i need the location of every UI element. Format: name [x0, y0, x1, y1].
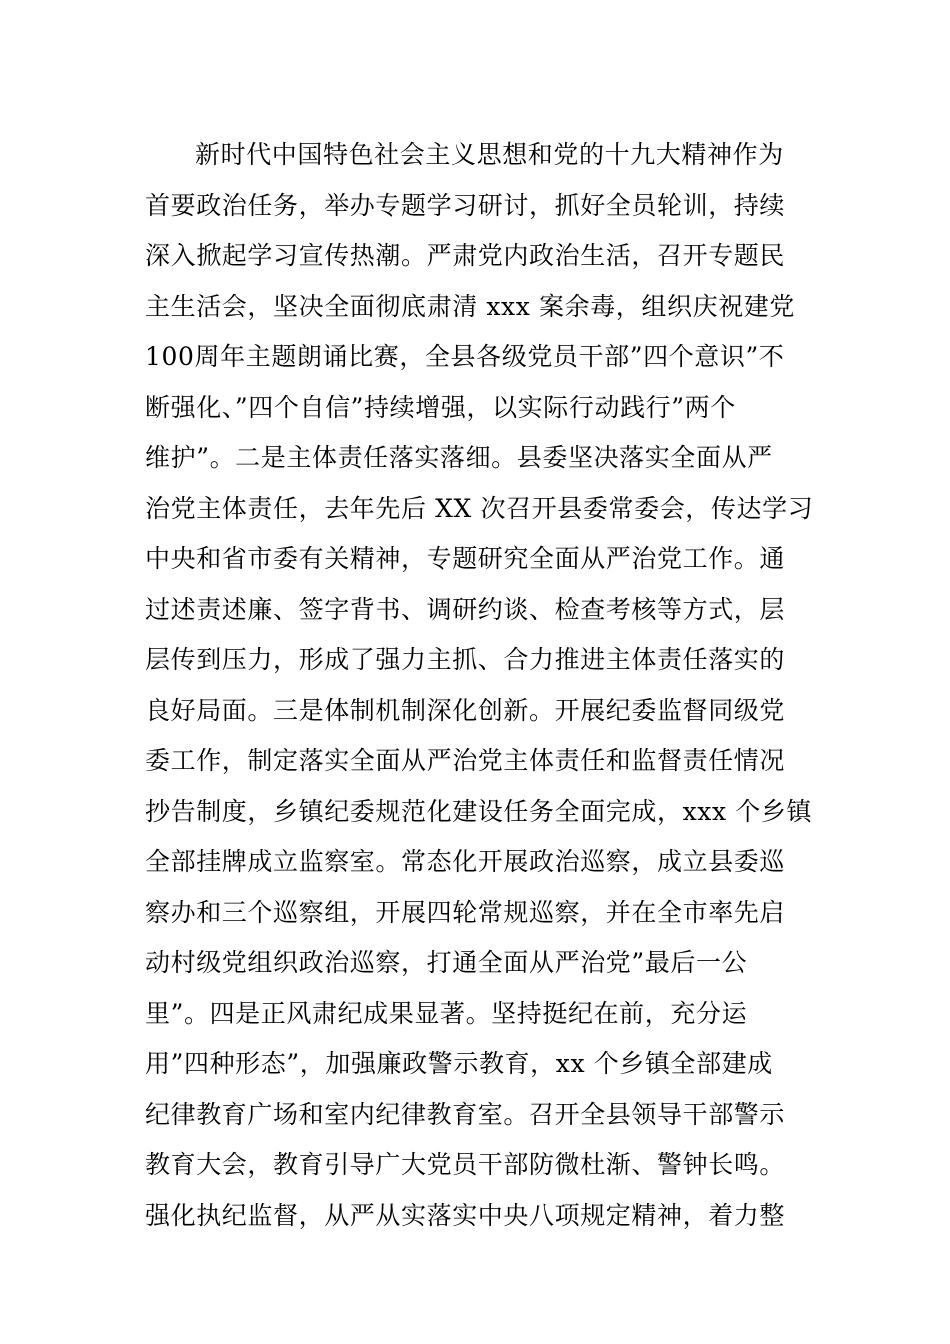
text-line: 用”四种形态”，加强廉政警示教育，xx 个乡镇全部建成 — [145, 1049, 773, 1078]
text-line: 强化执纪监督，从严从实落实中央八项规定精神，着力整 — [145, 1200, 786, 1230]
text-line: 良好局面。三是体制机制深化创新。开展纪委监督同级党 — [145, 695, 786, 725]
text-line: 首要政治任务，举办专题学习研讨，抓好全员轮训，持续 — [145, 190, 786, 220]
text-line: 治党主体责任，去年先后 XX 次召开县委常委会，传达学习 — [145, 493, 814, 523]
text-line: 新时代中国特色社会主义思想和党的十九大精神作为 — [195, 140, 784, 169]
text-line: 抄告制度，乡镇纪委规范化建设任务全面完成，xxx 个乡镇 — [145, 796, 813, 826]
text-line: 动村级党组织政治巡察，打通全面从严治党”最后一公 — [145, 948, 748, 977]
text-line: 深入掀起学习宣传热潮。严肃党内政治生活，召开专题民 — [145, 241, 786, 270]
text-line: 全部挂牌成立监察室。常态化开展政治巡察，成立县委巡 — [145, 847, 786, 876]
text-line: 维护”。二是主体责任落实落细。县委坚决落实全面从严 — [145, 443, 773, 472]
text-line: 主生活会，坚决全面彻底肃清 xxx 案余毒，组织庆祝建党 — [145, 291, 795, 321]
text-line: 中央和省市委有关精神，专题研究全面从严治党工作。通 — [145, 544, 786, 573]
text-line: 教育大会，教育引导广大党员干部防微杜渐、警钟长鸣。 — [145, 1150, 786, 1179]
text-line: 委工作，制定落实全面从严治党主体责任和监督责任情况 — [145, 746, 786, 775]
text-line: 100周年主题朗诵比赛，全县各级党员干部”四个意识”不 — [145, 342, 785, 371]
text-line: 层传到压力，形成了强力主抓、合力推进主体责任落实的 — [145, 645, 786, 674]
text-line: 断强化、”四个自信”持续增强，以实际行动践行”两个 — [145, 392, 736, 422]
text-line: 过述责述廉、签字背书、调研约谈、检查考核等方式，层 — [145, 594, 786, 624]
text-line: 里”。四是正风肃纪成果显著。坚持挺纪在前，充分运 — [145, 998, 748, 1028]
text-line: 察办和三个巡察组，开展四轮常规巡察，并在全市率先启 — [145, 897, 786, 927]
text-line: 纪律教育广场和室内纪律教育室。召开全县领导干部警示 — [145, 1099, 786, 1129]
body-paragraph — [145, 130, 825, 1241]
